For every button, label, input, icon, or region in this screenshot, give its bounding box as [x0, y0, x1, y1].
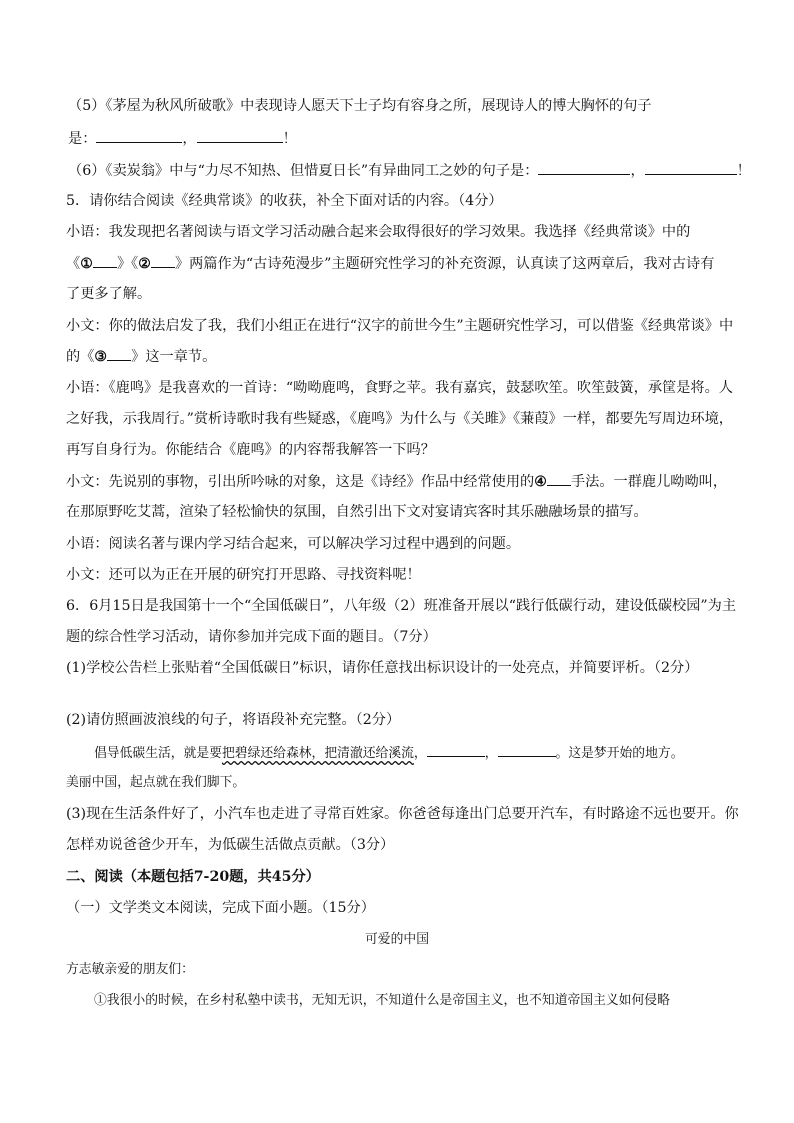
marker-3: ③: [94, 349, 108, 365]
section2-title: 二、阅读（本题包括7-20题，共45分）: [66, 869, 320, 885]
punct: ，: [484, 746, 498, 761]
q5-para2-line1: 小文：你的做法启发了我，我们小组正在进行“汉字的前世今生”主题研究性学习，可以借鉴《经典常谈》中: [66, 318, 734, 334]
answer-blank[interactable]: [96, 128, 182, 143]
q5-para4-rest: 手法。一群鹿儿呦呦叫，: [570, 474, 728, 490]
q4-line6: [68, 160, 751, 181]
q5-para2-line2: [66, 346, 216, 367]
q4-line5: [68, 96, 652, 116]
answer-blank[interactable]: [498, 742, 556, 757]
q6-sub1: (1)学校公告栏上张贴着“全国低碳日”标识，请你任意找出标识设计的一处亮点，并简要评析。（2分）: [66, 660, 699, 676]
answer-blank-1[interactable]: [93, 253, 117, 268]
q5-para1-line1: 小语：我发现把名著阅读与语文学习活动融合起来会取得很好的学习效果。我选择《经典常谈》中的: [66, 224, 691, 240]
q6-sub3-line2: 怎样劝说爸爸少开车，为低碳生活做点贡献。（3分）: [66, 837, 395, 853]
punct: ，: [182, 131, 197, 147]
marker-4: ④: [534, 474, 547, 490]
punct: 《: [66, 256, 81, 272]
q5-para4-line1: [66, 471, 727, 492]
punct: ，: [413, 746, 427, 761]
punct: 的《: [66, 349, 95, 365]
punct: 》《: [116, 256, 139, 272]
q4-line6-text: （6）《卖炭翁》中与“力尽不知热、但惜夏日长”有异曲同工之妙的句子是：: [68, 163, 539, 179]
article-para1: ①我很小的时候，在乡村私塾中读书，无知无识，不知道什么是帝国主义，也不知道帝国主义如何侵略: [94, 993, 670, 1008]
q6-sub2-passage-line2: 美丽中国，起点就在我们脚下。: [66, 775, 246, 790]
q5-para1-line3: 了更多了解。: [66, 286, 152, 302]
answer-blank[interactable]: [197, 128, 283, 143]
answer-blank-4[interactable]: [547, 471, 571, 486]
q5-para6: 小文：还可以为正在开展的研究打开思路、寻找资料呢！: [66, 567, 421, 583]
q5-para3-line3: 再写自身行为。你能结合《鹿鸣》的内容帮我解答一下吗？: [66, 442, 435, 458]
marker-1: ①: [80, 256, 93, 272]
q4-line5b-prefix: 是：: [68, 131, 97, 147]
answer-blank-2[interactable]: [151, 253, 175, 268]
article-title: 可爱的中国: [365, 932, 429, 947]
q5-para2-line2-rest: 》这一章节。: [131, 349, 217, 365]
marker-2: ②: [138, 256, 151, 272]
answer-blank-3[interactable]: [107, 346, 131, 361]
q5-title: 5．请你结合阅读《经典常谈》的收获，补全下面对话的内容。（4分）: [66, 193, 503, 209]
q4-line5b: [68, 128, 297, 149]
q5-para3-line1: 小语：《鹿鸣》是我喜欢的一首诗：“呦呦鹿鸣，食野之苹。我有嘉宾，鼓瑟吹笙。吹笙鼓簧，承筐是将。人: [66, 380, 733, 396]
answer-blank[interactable]: [538, 160, 630, 175]
q5-para4-line2: 在那原野吃艾蒿，渲染了轻松愉快的氛围，自然引出下文对宴请宾客时其乐融融场景的描写。: [66, 504, 648, 520]
q6-sub2-passage-line1: [94, 742, 683, 764]
q5-para1-line2: [66, 253, 714, 274]
punct: ，: [630, 163, 645, 179]
q5-para1-line2-rest: 》两篇作为“古诗苑漫步”主题研究性学习的补充资源，认真读了这两章后，我对古诗有: [174, 256, 715, 272]
article-salutation: 方志敏亲爱的朋友们：: [66, 962, 194, 977]
q6-title-line1: 6．6月15日是我国第十一个“全国低碳日”，八年级（2）班准备开展以“践行低碳行动，建设低碳校园”为主: [66, 598, 737, 614]
q5-para5: 小语：阅读名著与课内学习结合起来，可以解决学习过程中遇到的问题。: [66, 536, 521, 552]
punct: ！: [736, 163, 751, 179]
answer-blank[interactable]: [427, 742, 485, 757]
q5-para3-line2: 之好我，示我周行。”赏析诗歌时我有些疑惑，《鹿鸣》为什么与《关雎》《蒹葭》一样，都要先写周边环境，: [66, 411, 733, 427]
wavy-underlined-sentence: 把碧绿还给森林，把清澈还给溪流: [221, 746, 414, 761]
q5-para4-pre: 小文：先说别的事物，引出所吟咏的对象，这是《诗经》作品中经常使用的: [66, 474, 535, 490]
q6-title-line2: 题的综合性学习活动，请你参加并完成下面的题目。（7分）: [66, 629, 437, 645]
passage-post: 。这是梦开始的地方。: [555, 746, 684, 761]
punct: ！: [282, 131, 297, 147]
answer-blank[interactable]: [645, 160, 737, 175]
q4-line5-text: （5）《茅屋为秋风所破歌》中表现诗人愿天下士子均有容身之所，展现诗人的博大胸怀的句子: [68, 98, 652, 114]
q6-sub2: (2)请仿照画波浪线的句子，将语段补充完整。（2分）: [66, 712, 401, 728]
section2-sub1: （一）文学类文本阅读，完成下面小题。（15分）: [66, 900, 375, 916]
passage-pre: 倡导低碳生活，就是要: [94, 746, 222, 761]
q6-sub3-line1: (3)现在生活条件好了，小汽车也走进了寻常百姓家。你爸爸每逢出门总要开汽车，有时路途不远也要开。你: [66, 806, 739, 822]
